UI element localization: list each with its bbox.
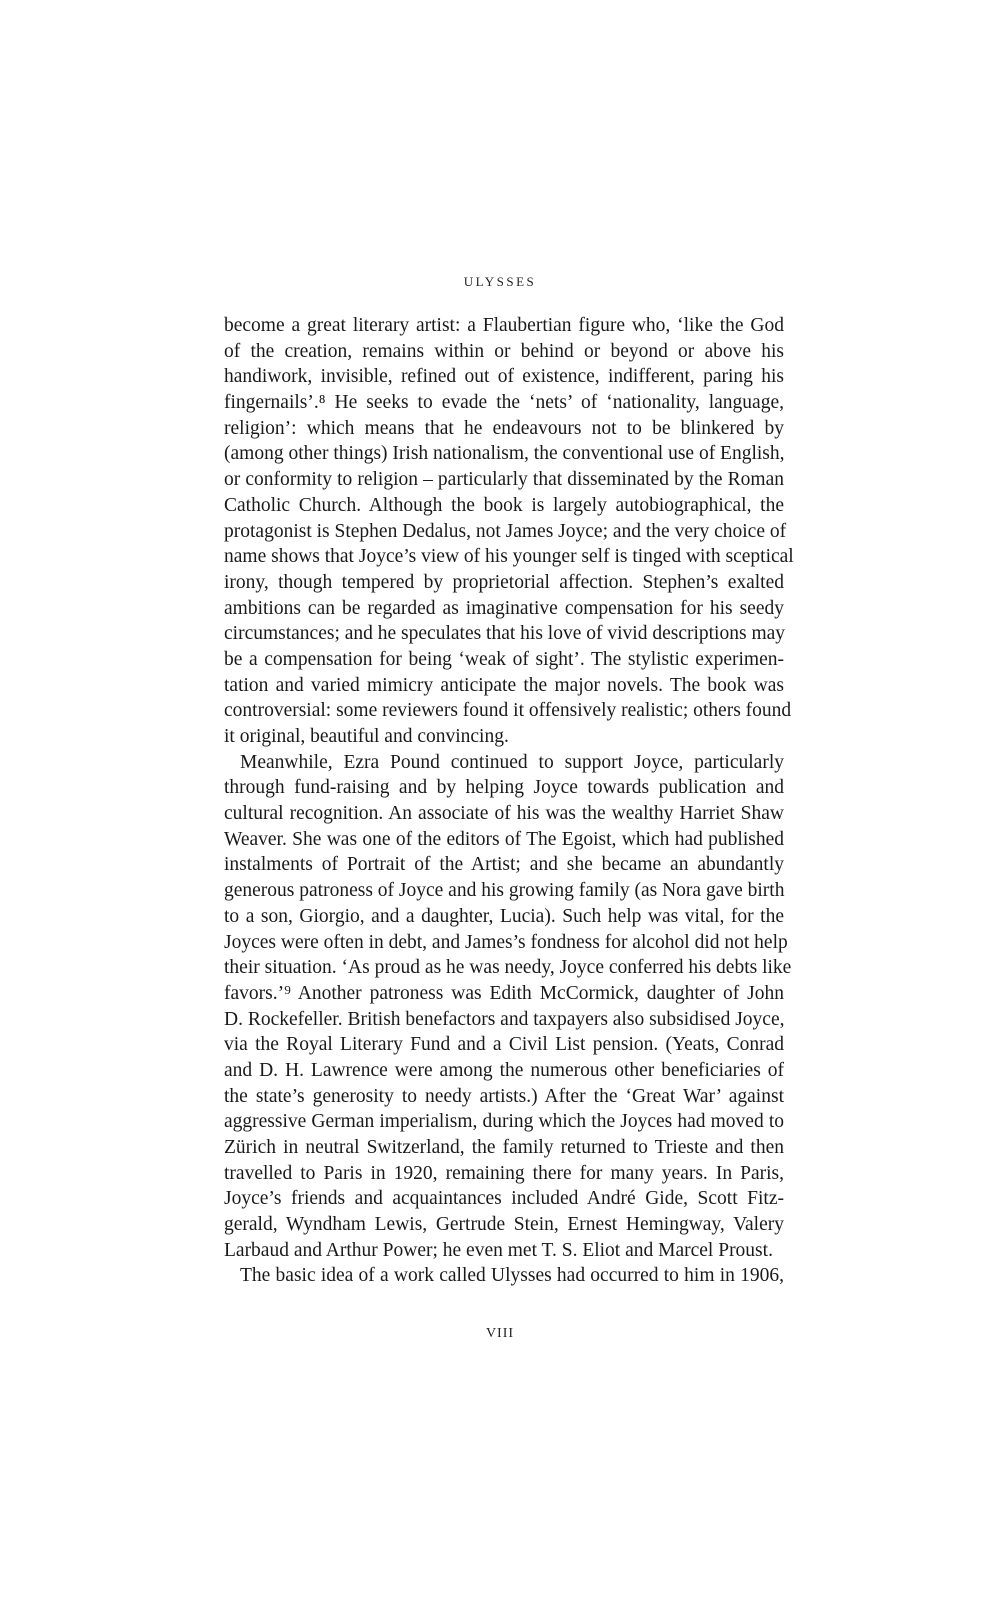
text-line: be a compensation for being ‘weak of sight’. The stylistic experimen- xyxy=(224,648,784,670)
text-line: the state’s generosity to needy artists.) After the ‘Great War’ against xyxy=(224,1085,784,1107)
text-line: controversial: some reviewers found it offensively realistic; others found xyxy=(224,700,792,722)
text-line: Joyces were often in debt, and James’s fondness for alcohol did not help xyxy=(224,931,788,953)
text-line: The basic idea of a work called Ulysses had occurred to him in 1906, xyxy=(240,1265,784,1287)
text-line: instalments of Portrait of the Artist; and she became an abundantly xyxy=(224,854,784,876)
text-line: religion’: which means that he endeavours not to be blinkered by xyxy=(224,417,784,439)
text-line: Weaver. She was one of the editors of The Egoist, which had published xyxy=(224,828,784,850)
text-line: handiwork, invisible, refined out of existence, indifferent, paring his xyxy=(224,366,784,388)
text-line: of the creation, remains within or behind or beyond or above his xyxy=(224,340,784,362)
text-line: through fund-raising and by helping Joyce towards publication and xyxy=(224,777,784,799)
text-line: (among other things) Irish nationalism, the conventional use of English, xyxy=(224,443,785,465)
text-line: aggressive German imperialism, during which the Joyces had moved to xyxy=(224,1111,784,1133)
text-line: protagonist is Stephen Dedalus, not James Joyce; and the very choice of xyxy=(224,520,787,542)
text-line: become a great literary artist: a Flaubertian figure who, ‘like the God xyxy=(224,315,784,336)
text-line: D. Rockefeller. British benefactors and taxpayers also subsidised Joyce, xyxy=(224,1008,785,1030)
text-line: to a son, Giorgio, and a daughter, Lucia). Such help was vital, for the xyxy=(224,905,784,927)
text-line: it original, beautiful and convincing. xyxy=(224,726,509,747)
text-line: Zürich in neutral Switzerland, the family returned to Trieste and then xyxy=(224,1137,784,1158)
text-line: cultural recognition. An associate of his was the wealthy Harriet Shaw xyxy=(224,803,784,825)
text-line: irony, though tempered by proprietorial affection. Stephen’s exalted xyxy=(224,571,784,593)
text-line: gerald, Wyndham Lewis, Gertrude Stein, Ernest Hemingway, Valery xyxy=(224,1214,784,1236)
text-line: Meanwhile, Ezra Pound continued to support Joyce, particularly xyxy=(240,751,784,773)
text-line: Joyce’s friends and acquaintances included André Gide, Scott Fitz- xyxy=(224,1188,784,1210)
text-line: Larbaud and Arthur Power; he even met T. S. Eliot and Marcel Proust. xyxy=(224,1239,773,1261)
text-line: travelled to Paris in 1920, remaining there for many years. In Paris, xyxy=(224,1162,784,1184)
text-line: their situation. ‘As proud as he was needy, Joyce conferred his debts like xyxy=(224,957,792,979)
text-line: or conformity to religion – particularly that disseminated by the Roman xyxy=(224,469,784,491)
text-line: generous patroness of Joyce and his growing family (as Nora gave birth xyxy=(224,880,785,902)
page-number: VIII xyxy=(485,1326,515,1341)
running-head: ULYSSES xyxy=(463,274,537,289)
text-line: circumstances; and he speculates that his love of vivid descriptions may xyxy=(224,623,786,645)
body-text xyxy=(224,313,794,1289)
text-line: name shows that Joyce’s view of his younger self is tinged with sceptical xyxy=(224,546,794,568)
text-line: ambitions can be regarded as imaginative compensation for his seedy xyxy=(224,597,784,619)
text-line: favors.’⁹ Another patroness was Edith McCormick, daughter of John xyxy=(224,982,784,1004)
text-line: tation and varied mimicry anticipate the major novels. The book was xyxy=(224,674,784,696)
text-line: via the Royal Literary Fund and a Civil List pension. (Yeats, Conrad xyxy=(224,1034,784,1056)
text-line: and D. H. Lawrence were among the numerous other beneficiaries of xyxy=(224,1059,784,1081)
text-line: Catholic Church. Although the book is largely autobiographical, the xyxy=(224,494,784,516)
text-line: fingernails’.⁸ He seeks to evade the ‘nets’ of ‘nationality, language, xyxy=(224,392,784,414)
